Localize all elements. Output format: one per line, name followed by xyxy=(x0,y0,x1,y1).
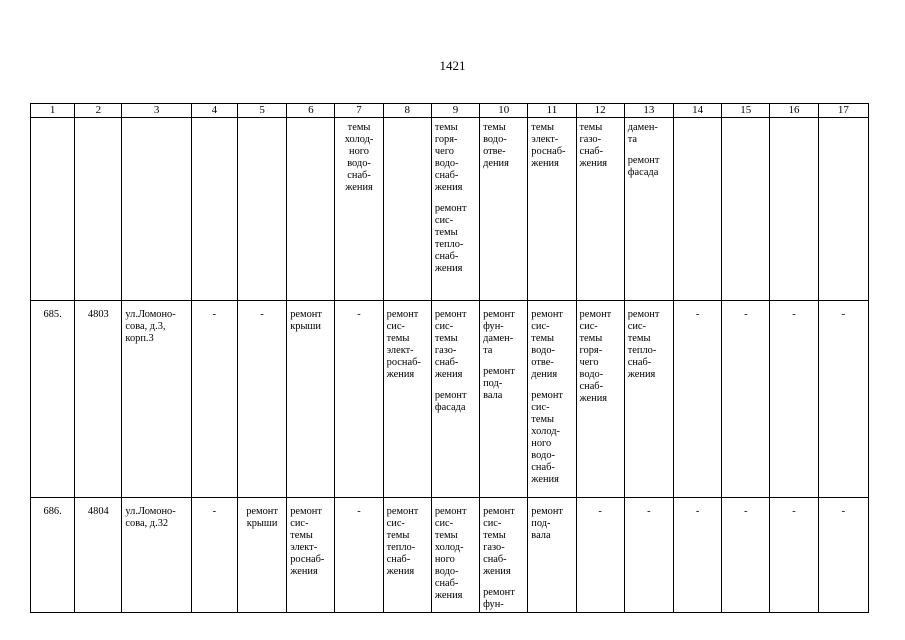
column-number: 13 xyxy=(624,104,673,118)
cell-text: - xyxy=(647,506,651,517)
cell-text: - xyxy=(841,506,846,517)
table-cell xyxy=(335,498,383,613)
table-cell xyxy=(237,301,286,498)
table-cell xyxy=(335,301,383,498)
table-cell xyxy=(576,498,624,613)
table-cell xyxy=(31,498,75,613)
table-cell xyxy=(383,301,431,498)
column-number: 8 xyxy=(383,104,431,118)
column-number: 15 xyxy=(722,104,770,118)
cell-text: ремонт фасада xyxy=(434,390,467,413)
cell-text: ремонт крыши xyxy=(290,309,322,332)
column-number: 5 xyxy=(237,104,286,118)
cell-text: - xyxy=(212,309,217,320)
column-number: 6 xyxy=(287,104,335,118)
cell-text: темы газо- снаб- жения xyxy=(579,122,608,169)
cell-text: - xyxy=(212,506,217,517)
column-number: 10 xyxy=(480,104,528,118)
table-cell xyxy=(480,118,528,301)
cell-text: ремонт фасада xyxy=(627,155,660,178)
cell-text: - xyxy=(357,309,361,320)
cell-text: темы холод- ного водо- снаб- жения xyxy=(344,122,374,193)
table-cell xyxy=(31,118,75,301)
table-cell xyxy=(480,498,528,613)
table-cell xyxy=(75,118,122,301)
cell-text: 4803 xyxy=(87,309,109,320)
cell-text: ремонт сис- темы холод- ного водо- снаб- жения xyxy=(434,506,467,601)
column-number: 9 xyxy=(431,104,479,118)
cell-text: - xyxy=(695,506,700,517)
table-cell xyxy=(722,498,770,613)
cell-text: ремонт сис- темы тепло- снаб- жения xyxy=(434,203,467,274)
repair-schedule-table xyxy=(30,103,869,613)
table-cell xyxy=(287,301,335,498)
column-number: 12 xyxy=(576,104,624,118)
table-cell xyxy=(287,498,335,613)
column-number: 7 xyxy=(335,104,383,118)
cell-text: 4804 xyxy=(87,506,109,517)
table-cell xyxy=(122,118,191,301)
table-cell xyxy=(383,118,431,301)
cell-text: - xyxy=(792,309,796,320)
column-number: 1 xyxy=(31,104,75,118)
cell-text: ремонт сис- темы тепло- снаб- жения xyxy=(627,309,660,380)
table-cell xyxy=(673,301,721,498)
header-row xyxy=(31,104,869,118)
table-row xyxy=(31,301,869,498)
cell-text: ремонт под- вала xyxy=(483,366,515,401)
cell-text: ремонт сис- темы газо- снаб- жения xyxy=(483,506,515,577)
cell-text: ремонт сис- темы газо- снаб- жения xyxy=(434,309,467,380)
column-number: 4 xyxy=(191,104,237,118)
cell-text: - xyxy=(744,506,748,517)
table-cell xyxy=(818,301,868,498)
cell-text: - xyxy=(598,506,602,517)
column-number: 14 xyxy=(673,104,721,118)
cell-text: - xyxy=(744,309,748,320)
cell-text: ремонт фун- xyxy=(483,587,515,610)
table-cell xyxy=(75,301,122,498)
table-cell xyxy=(624,118,673,301)
column-number: 16 xyxy=(770,104,818,118)
cell-text: ремонт фун- дамен- та xyxy=(483,309,515,356)
cell-text: дамен- та xyxy=(627,122,658,145)
table-cell xyxy=(237,118,286,301)
table-cell xyxy=(722,301,770,498)
table-cell xyxy=(122,498,191,613)
cell-text: - xyxy=(357,506,361,517)
table-cell xyxy=(122,301,191,498)
cell-text: ул.Ломоно- сова, д.3, корп.3 xyxy=(125,309,176,344)
column-number: 2 xyxy=(75,104,122,118)
table-cell xyxy=(528,118,576,301)
cell-text: ремонт сис- темы элект- роснаб- жения xyxy=(386,309,421,380)
table-cell xyxy=(673,118,721,301)
table-cell xyxy=(75,498,122,613)
cell-text: темы водо- отве- дения xyxy=(483,122,509,169)
table-cell xyxy=(191,118,237,301)
table-cell xyxy=(673,498,721,613)
cell-text: - xyxy=(792,506,796,517)
table-cell xyxy=(624,498,673,613)
cell-text: ремонт сис- темы элект- роснаб- жения xyxy=(290,506,325,577)
table-cell xyxy=(528,498,576,613)
cell-text: темы горя- чего водо- снаб- жения xyxy=(434,122,463,193)
table-cell xyxy=(287,118,335,301)
table-cell xyxy=(31,301,75,498)
table-cell xyxy=(528,301,576,498)
page-number: 1421 xyxy=(439,58,466,73)
cell-text: - xyxy=(695,309,700,320)
table-cell xyxy=(191,498,237,613)
table-cell xyxy=(770,118,818,301)
table-cell xyxy=(191,301,237,498)
column-number: 3 xyxy=(122,104,191,118)
cell-text: 685. xyxy=(43,309,62,320)
cell-text: - xyxy=(841,309,846,320)
table-cell xyxy=(431,498,479,613)
table-cell xyxy=(770,498,818,613)
table-cell xyxy=(237,498,286,613)
cell-text: ул.Ломоно- сова, д.32 xyxy=(125,506,176,529)
table-row xyxy=(31,498,869,613)
column-number: 11 xyxy=(528,104,576,118)
cell-text: ремонт крыши xyxy=(246,506,278,529)
column-number: 17 xyxy=(818,104,868,118)
cell-text: 686. xyxy=(43,506,62,517)
table-body xyxy=(31,104,869,613)
cell-text: ремонт сис- темы горя- чего водо- снаб- жения xyxy=(579,309,612,404)
cell-text: темы элект- роснаб- жения xyxy=(531,122,566,169)
table-cell xyxy=(335,118,383,301)
table-row xyxy=(31,118,869,301)
table-cell xyxy=(431,118,479,301)
table-cell xyxy=(624,301,673,498)
cell-text: - xyxy=(260,309,264,320)
table-cell xyxy=(431,301,479,498)
table-cell xyxy=(383,498,431,613)
cell-text: ремонт сис- темы водо- отве- дения xyxy=(531,309,563,380)
table-cell xyxy=(480,301,528,498)
table-cell xyxy=(818,118,868,301)
cell-text: ремонт сис- темы тепло- снаб- жения xyxy=(386,506,419,577)
table-cell xyxy=(576,301,624,498)
cell-text: ремонт под- вала xyxy=(531,506,563,541)
table-cell xyxy=(770,301,818,498)
table-cell xyxy=(818,498,868,613)
table-cell xyxy=(722,118,770,301)
cell-text: ремонт сис- темы холод- ного водо- снаб- жения xyxy=(531,390,563,485)
table-cell xyxy=(576,118,624,301)
